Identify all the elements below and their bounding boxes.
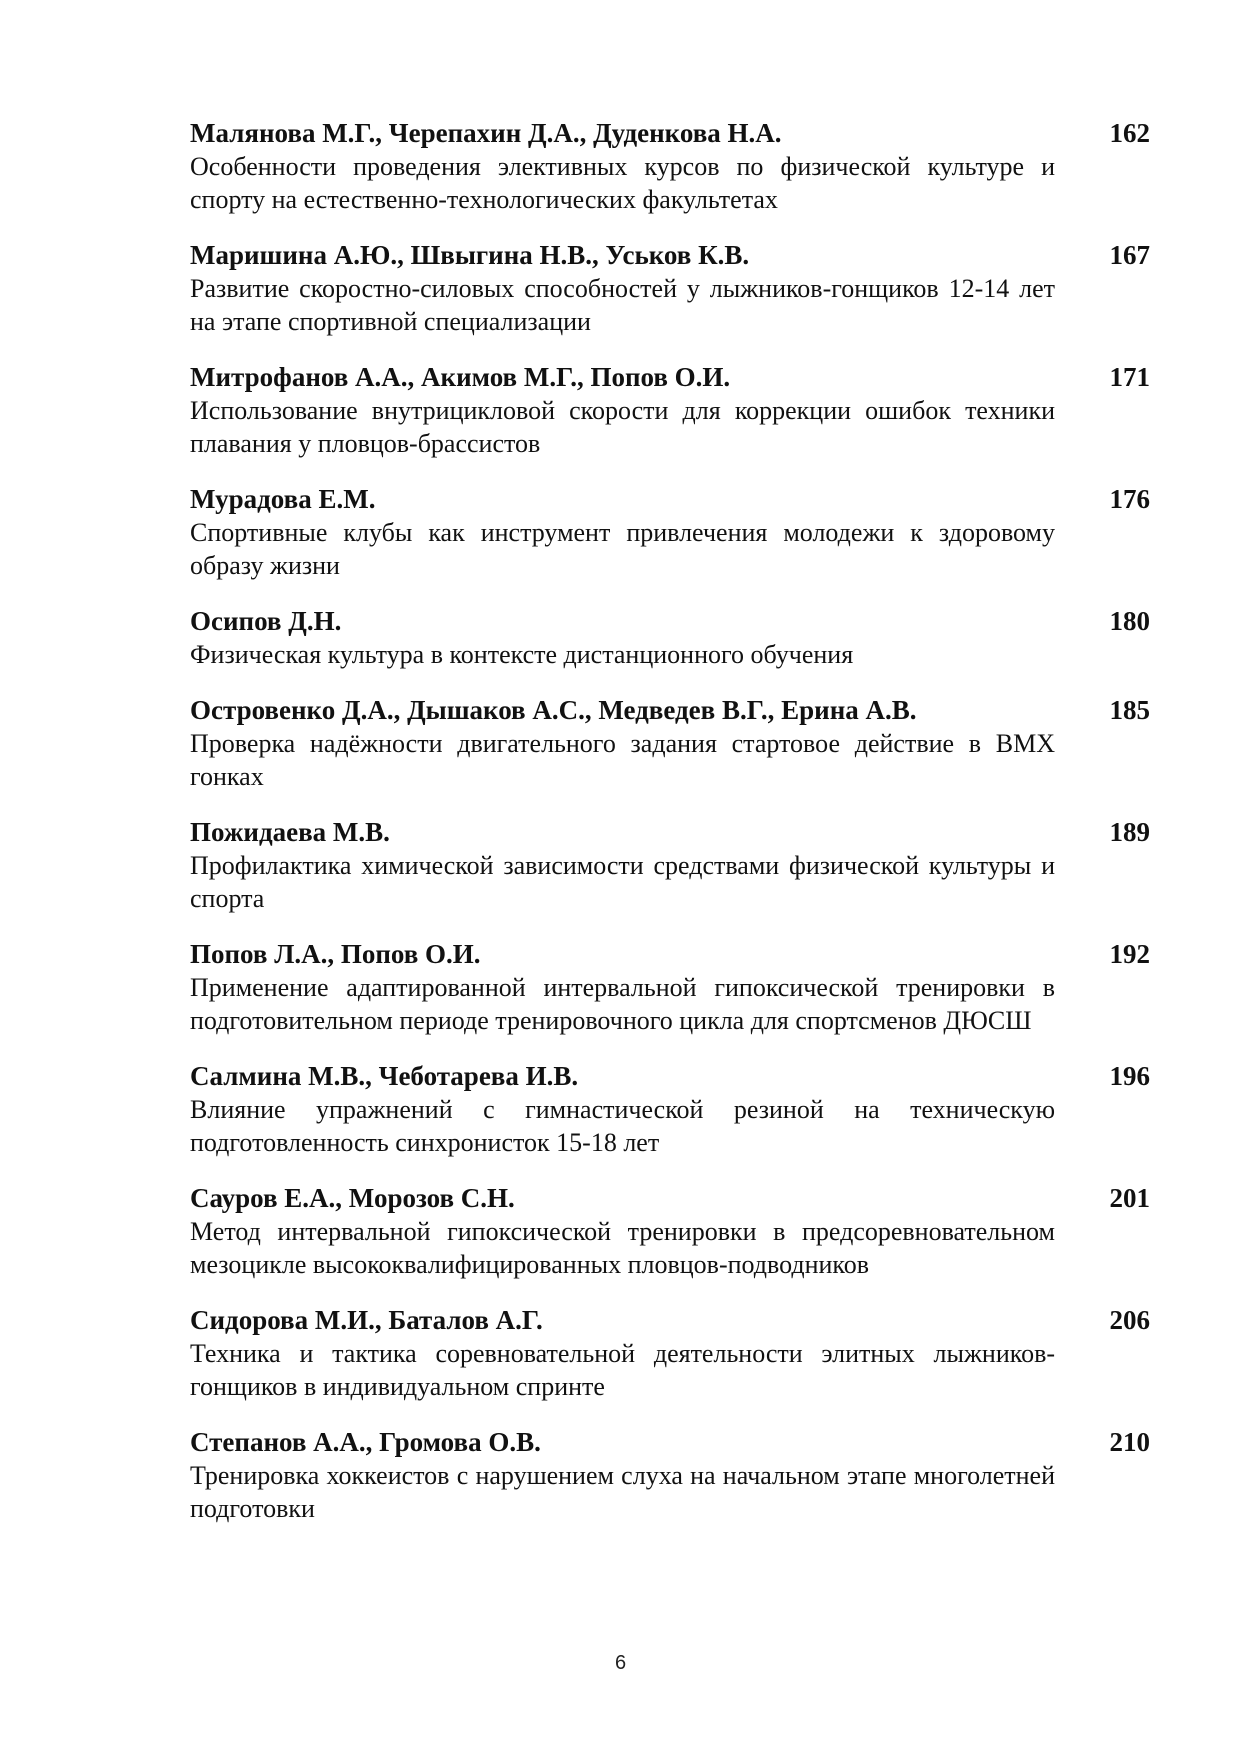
entry-authors: Мурадова Е.М. <box>190 484 376 514</box>
entry-page-number: 171 <box>1109 362 1150 392</box>
toc-entry <box>190 937 1150 1037</box>
toc-entry <box>190 1181 1150 1281</box>
entry-page-number: 180 <box>1109 606 1150 636</box>
entry-title: Спортивные клубы как инструмент привлечения молодежи к здоровому образу жизни <box>190 518 1055 580</box>
entry-authors: Салмина М.В., Чеботарева И.В. <box>190 1061 579 1091</box>
entry-page-number: 206 <box>1109 1305 1150 1335</box>
toc-entry-header <box>190 1059 1150 1093</box>
entry-page-number: 162 <box>1109 118 1150 148</box>
entry-title: Развитие скоростно-силовых способностей у лыжников-гонщиков 12-14 лет на этапе спортивной специализации <box>190 274 1055 336</box>
entry-title: Тренировка хоккеистов с нарушением слуха на начальном этапе многолетней подготовки <box>190 1461 1055 1523</box>
entry-page-number: 185 <box>1109 695 1150 725</box>
toc-entry-header <box>190 482 1150 516</box>
toc-entry-header <box>190 693 1150 727</box>
entry-authors: Сауров Е.А., Морозов С.Н. <box>190 1183 515 1213</box>
entry-page-number: 196 <box>1109 1061 1150 1091</box>
toc-entry <box>190 360 1150 460</box>
entry-title: Особенности проведения элективных курсов по физической культуре и спорту на естественно-технологических факультетах <box>190 152 1055 214</box>
toc-entry <box>190 604 1150 671</box>
toc-entry <box>190 693 1150 793</box>
entry-page-number: 192 <box>1109 939 1150 969</box>
entry-title: Проверка надёжности двигательного задания стартовое действие в BMX гонках <box>190 729 1055 791</box>
entry-page-number: 167 <box>1109 240 1150 270</box>
entry-authors: Малянова М.Г., Черепахин Д.А., Дуденкова Н.А. <box>190 118 782 148</box>
entry-title: Техника и тактика соревновательной деятельности элитных лыжников-гонщиков в индивидуальном спринте <box>190 1339 1055 1401</box>
toc-entry <box>190 1059 1150 1159</box>
footer-page-number: 6 <box>614 1652 627 1674</box>
table-of-contents <box>190 116 1150 1547</box>
entry-title: Профилактика химической зависимости средствами физической культуры и спорта <box>190 851 1055 913</box>
entry-title: Применение адаптированной интервальной гипоксической тренировки в подготовительном периоде тренировочного цикла для спортсменов ДЮСШ <box>190 973 1055 1035</box>
entry-authors: Степанов А.А., Громова О.В. <box>190 1427 541 1457</box>
entry-title: Влияние упражнений с гимнастической резиной на техническую подготовленность синхронисток 15-18 лет <box>190 1095 1055 1157</box>
entry-page-number: 210 <box>1109 1427 1150 1457</box>
toc-entry-header <box>190 937 1150 971</box>
toc-entry-header <box>190 815 1150 849</box>
toc-entry-header <box>190 1181 1150 1215</box>
toc-entry <box>190 1425 1150 1525</box>
entry-authors: Пожидаева М.В. <box>190 817 390 847</box>
toc-entry-header <box>190 1425 1150 1459</box>
entry-page-number: 189 <box>1109 817 1150 847</box>
entry-title: Физическая культура в контексте дистанционного обучения <box>190 640 854 669</box>
toc-entry-header <box>190 1303 1150 1337</box>
entry-authors: Сидорова М.И., Баталов А.Г. <box>190 1305 543 1335</box>
toc-entry <box>190 1303 1150 1403</box>
toc-entry <box>190 238 1150 338</box>
toc-entry <box>190 815 1150 915</box>
toc-entry-header <box>190 238 1150 272</box>
entry-authors: Попов Л.А., Попов О.И. <box>190 939 481 969</box>
toc-entry-header <box>190 604 1150 638</box>
entry-page-number: 201 <box>1109 1183 1150 1213</box>
toc-entry-header <box>190 360 1150 394</box>
entry-authors: Осипов Д.Н. <box>190 606 342 636</box>
entry-authors: Островенко Д.А., Дышаков А.С., Медведев В.Г., Ерина А.В. <box>190 695 917 725</box>
entry-page-number: 176 <box>1109 484 1150 514</box>
toc-entry <box>190 482 1150 582</box>
entry-authors: Митрофанов А.А., Акимов М.Г., Попов О.И. <box>190 362 731 392</box>
entry-title: Метод интервальной гипоксической тренировки в предсоревновательном мезоцикле высококвалифицированных пловцов-подводников <box>190 1217 1055 1279</box>
toc-entry-header <box>190 116 1150 150</box>
toc-entry <box>190 116 1150 216</box>
entry-title: Использование внутрицикловой скорости для коррекции ошибок техники плавания у пловцов-брассистов <box>190 396 1055 458</box>
entry-authors: Маришина А.Ю., Швыгина Н.В., Уськов К.В. <box>190 240 750 270</box>
